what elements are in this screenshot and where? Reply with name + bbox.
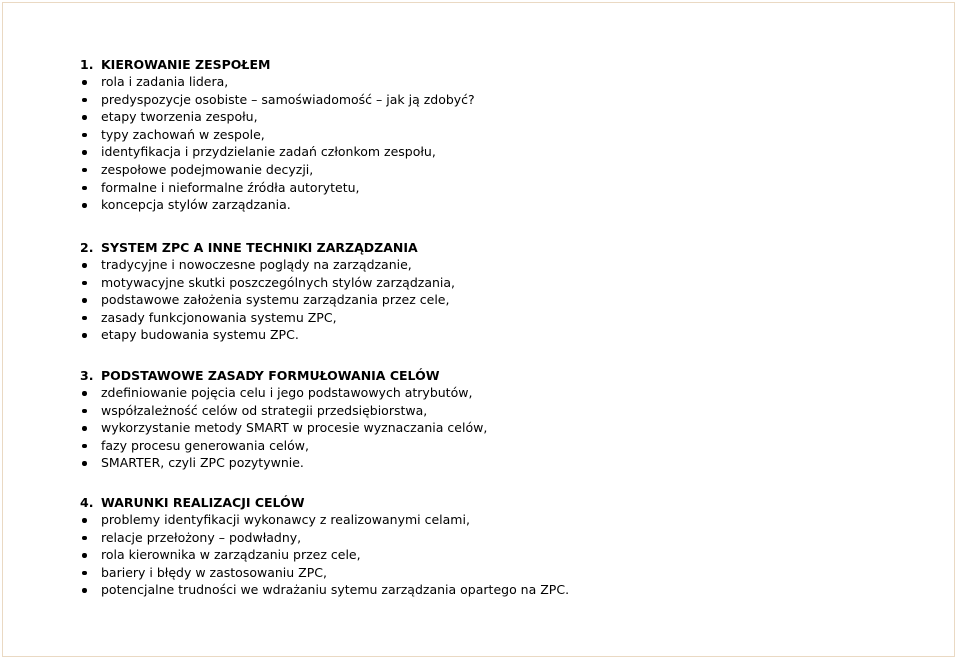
bullet-list — [80, 256, 940, 344]
bullet-icon — [82, 553, 87, 558]
list-item-text: zespołowe podejmowanie decyzji, — [101, 161, 314, 177]
list-item — [80, 419, 940, 437]
bullet-list — [80, 73, 940, 214]
list-item-text: potencjalne trudności we wdrażaniu sytemu zarządzania opartego na ZPC. — [101, 582, 570, 598]
list-item — [80, 91, 940, 109]
list-item-text: etapy budowania systemu ZPC. — [101, 327, 299, 343]
bullet-icon — [82, 168, 87, 173]
list-item — [80, 196, 940, 214]
section-title: SYSTEM ZPC A INNE TECHNIKI ZARZĄDZANIA — [101, 240, 418, 255]
list-item — [80, 511, 940, 529]
list-item-text: rola i zadania lidera, — [101, 74, 229, 89]
list-item-text: identyfikacja i przydzielanie zadań członkom zespołu, — [101, 144, 436, 160]
bullet-icon — [82, 133, 87, 138]
list-item-text: współzależność celów od strategii przedsiębiorstwa, — [101, 402, 428, 418]
list-item-text: bariery i błędy w zastosowaniu ZPC, — [101, 564, 327, 580]
section-title: WARUNKI REALIZACJI CELÓW — [101, 495, 305, 510]
bullet-icon — [82, 588, 87, 593]
list-item-text: tradycyjne i nowoczesne poglądy na zarządzanie, — [101, 257, 412, 272]
bullet-icon — [82, 203, 87, 208]
list-item — [80, 384, 940, 402]
list-item — [80, 402, 940, 420]
list-item-text: koncepcja stylów zarządzania. — [101, 197, 291, 213]
list-item — [80, 581, 940, 599]
list-item-text: typy zachowań w zespole, — [101, 126, 265, 142]
list-item — [80, 143, 940, 161]
bullet-icon — [82, 444, 87, 449]
list-item — [80, 564, 940, 582]
list-item-text: formalne i nieformalne źródła autorytetu, — [101, 179, 360, 195]
list-item — [80, 546, 940, 564]
bullet-icon — [82, 316, 87, 321]
section-kierowanie-zespolem — [80, 56, 940, 214]
list-item-text: podstawowe założenia systemu zarządzania przez cele, — [101, 292, 450, 308]
section-heading — [80, 239, 940, 256]
section-warunki-realizacji-celow — [80, 494, 940, 599]
bullet-icon — [82, 333, 87, 338]
list-item-text: rola kierownika w zarządzaniu przez cele, — [101, 547, 361, 563]
list-item — [80, 161, 940, 179]
list-item — [80, 326, 940, 344]
section-number: 1. — [80, 57, 94, 72]
bullet-icon — [82, 409, 87, 414]
bullet-icon — [82, 536, 87, 541]
bullet-icon — [82, 571, 87, 576]
section-number: 3. — [80, 368, 94, 383]
list-item — [80, 179, 940, 197]
bullet-icon — [82, 98, 87, 103]
list-item-text: relacje przełożony – podwładny, — [101, 529, 302, 545]
section-number: 4. — [80, 495, 94, 510]
list-item — [80, 291, 940, 309]
bullet-icon — [82, 80, 87, 85]
section-heading — [80, 56, 940, 73]
section-title: KIEROWANIE ZESPOŁEM — [101, 57, 271, 72]
bullet-icon — [82, 115, 87, 120]
bullet-list — [80, 384, 940, 472]
list-item — [80, 274, 940, 292]
list-item — [80, 454, 940, 472]
list-item — [80, 126, 940, 144]
list-item — [80, 73, 940, 91]
list-item-text: SMARTER, czyli ZPC pozytywnie. — [101, 455, 304, 471]
list-item-text: fazy procesu generowania celów, — [101, 437, 309, 453]
list-item — [80, 108, 940, 126]
list-item-text: etapy tworzenia zespołu, — [101, 109, 258, 125]
bullet-icon — [82, 263, 87, 268]
list-item-text: zdefiniowanie pojęcia celu i jego podstawowych atrybutów, — [101, 385, 473, 400]
list-item-text: problemy identyfikacji wykonawcy z realizowanymi celami, — [101, 512, 470, 527]
section-heading — [80, 494, 940, 511]
list-item — [80, 309, 940, 327]
bullet-icon — [82, 281, 87, 286]
section-zasady-formulowania-celow — [80, 367, 940, 472]
list-item-text: predyspozycje osobiste – samoświadomość – jak ją zdobyć? — [101, 91, 475, 107]
list-item-text: motywacyjne skutki poszczególnych stylów zarządzania, — [101, 274, 456, 290]
bullet-icon — [82, 186, 87, 191]
section-title: PODSTAWOWE ZASADY FORMUŁOWANIA CELÓW — [101, 368, 440, 383]
list-item — [80, 437, 940, 455]
bullet-icon — [82, 518, 87, 523]
bullet-list — [80, 511, 940, 599]
list-item — [80, 256, 940, 274]
section-number: 2. — [80, 240, 94, 255]
list-item-text: zasady funkcjonowania systemu ZPC, — [101, 309, 337, 325]
section-system-zpc — [80, 239, 940, 344]
list-item — [80, 529, 940, 547]
section-heading — [80, 367, 940, 384]
bullet-icon — [82, 391, 87, 396]
bullet-icon — [82, 298, 87, 303]
list-item-text: wykorzystanie metody SMART w procesie wyznaczania celów, — [101, 420, 488, 436]
bullet-icon — [82, 461, 87, 466]
bullet-icon — [82, 426, 87, 431]
bullet-icon — [82, 150, 87, 155]
